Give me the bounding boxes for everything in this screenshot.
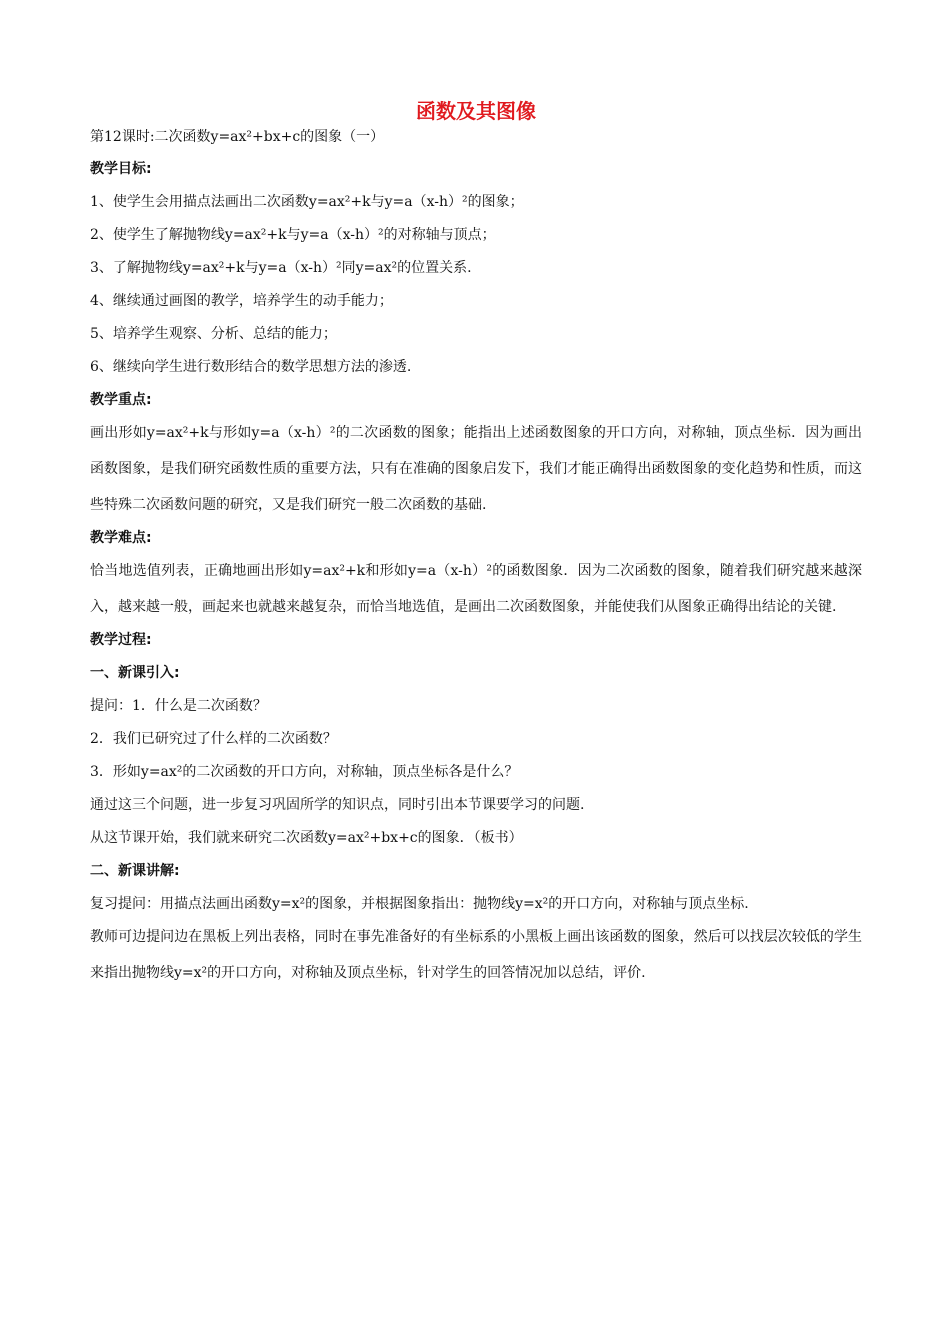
key-points-text: 画出形如y=ax²+k与形如y=a（x-h）²的二次函数的图象；能指出上述函数图象的开口方向，对称轴，顶点坐标．因为画出函数图象，是我们研究函数性质的重要方法，只有在准确的图象启发下，我们才能正确得出函数图象的变化趋势和性质，而这些特殊二次函数问题的研究，又是我们研究一般二次函数的基础. xyxy=(90,425,862,513)
goal-item: 1、使学生会用描点法画出二次函数y=ax²+k与y=a（x-h）²的图象； xyxy=(90,194,524,210)
difficulty-heading: 教学难点: xyxy=(90,530,152,546)
goal-item: 2、使学生了解抛物线y=ax²+k与y=a（x-h）²的对称轴与顶点； xyxy=(90,227,496,243)
document-page xyxy=(90,96,862,995)
goal-item: 4、继续通过画图的教学，培养学生的动手能力； xyxy=(90,293,393,309)
section1-line: 通过这三个问题，进一步复习巩固所学的知识点，同时引出本节课要学习的问题. xyxy=(90,797,585,813)
document-title: 函数及其图像 xyxy=(416,99,536,123)
section1-line: 2．我们已研究过了什么样的二次函数？ xyxy=(90,731,337,747)
goal-item: 6、继续向学生进行数形结合的数学思想方法的渗透. xyxy=(90,359,412,375)
section1-heading: 一、新课引入: xyxy=(90,665,180,681)
section2-paragraph: 复习提问：用描点法画出函数y=x²的图象，并根据图象指出：抛物线y=x²的开口方向，对称轴与顶点坐标. xyxy=(90,896,749,912)
goal-item: 3、了解抛物线y=ax²+k与y=a（x-h）²同y=ax²的位置关系. xyxy=(90,260,472,276)
section1-line: 3．形如y=ax²的二次函数的开口方向，对称轴，顶点坐标各是什么？ xyxy=(90,764,519,780)
key-points-heading: 教学重点: xyxy=(90,392,152,408)
section2-paragraph: 教师可边提问边在黑板上列出表格，同时在事先准备好的有坐标系的小黑板上画出该函数的图象，然后可以找层次较低的学生来指出抛物线y=x²的开口方向，对称轴及顶点坐标，针对学生的回答情况加以总结，评价. xyxy=(90,929,862,981)
section1-line: 提问：1．什么是二次函数？ xyxy=(90,698,267,714)
goals-heading: 教学目标: xyxy=(90,161,152,177)
goal-item: 5、培养学生观察、分析、总结的能力； xyxy=(90,326,337,342)
process-heading: 教学过程: xyxy=(90,632,152,648)
difficulty-text: 恰当地选值列表，正确地画出形如y=ax²+k和形如y=a（x-h）²的函数图象．因为二次函数的图象，随着我们研究越来越深入，越来越一般，画起来也就越来越复杂，而恰当地选值，是画出二次函数图象，并能使我们从图象正确得出结论的关键. xyxy=(90,563,862,615)
section2-heading: 二、新课讲解: xyxy=(90,863,180,879)
lesson-subtitle: 第12课时:二次函数y=ax²+bx+c的图象（一） xyxy=(90,129,385,145)
section1-line: 从这节课开始，我们就来研究二次函数y=ax²+bx+c的图象．（板书） xyxy=(90,830,523,846)
